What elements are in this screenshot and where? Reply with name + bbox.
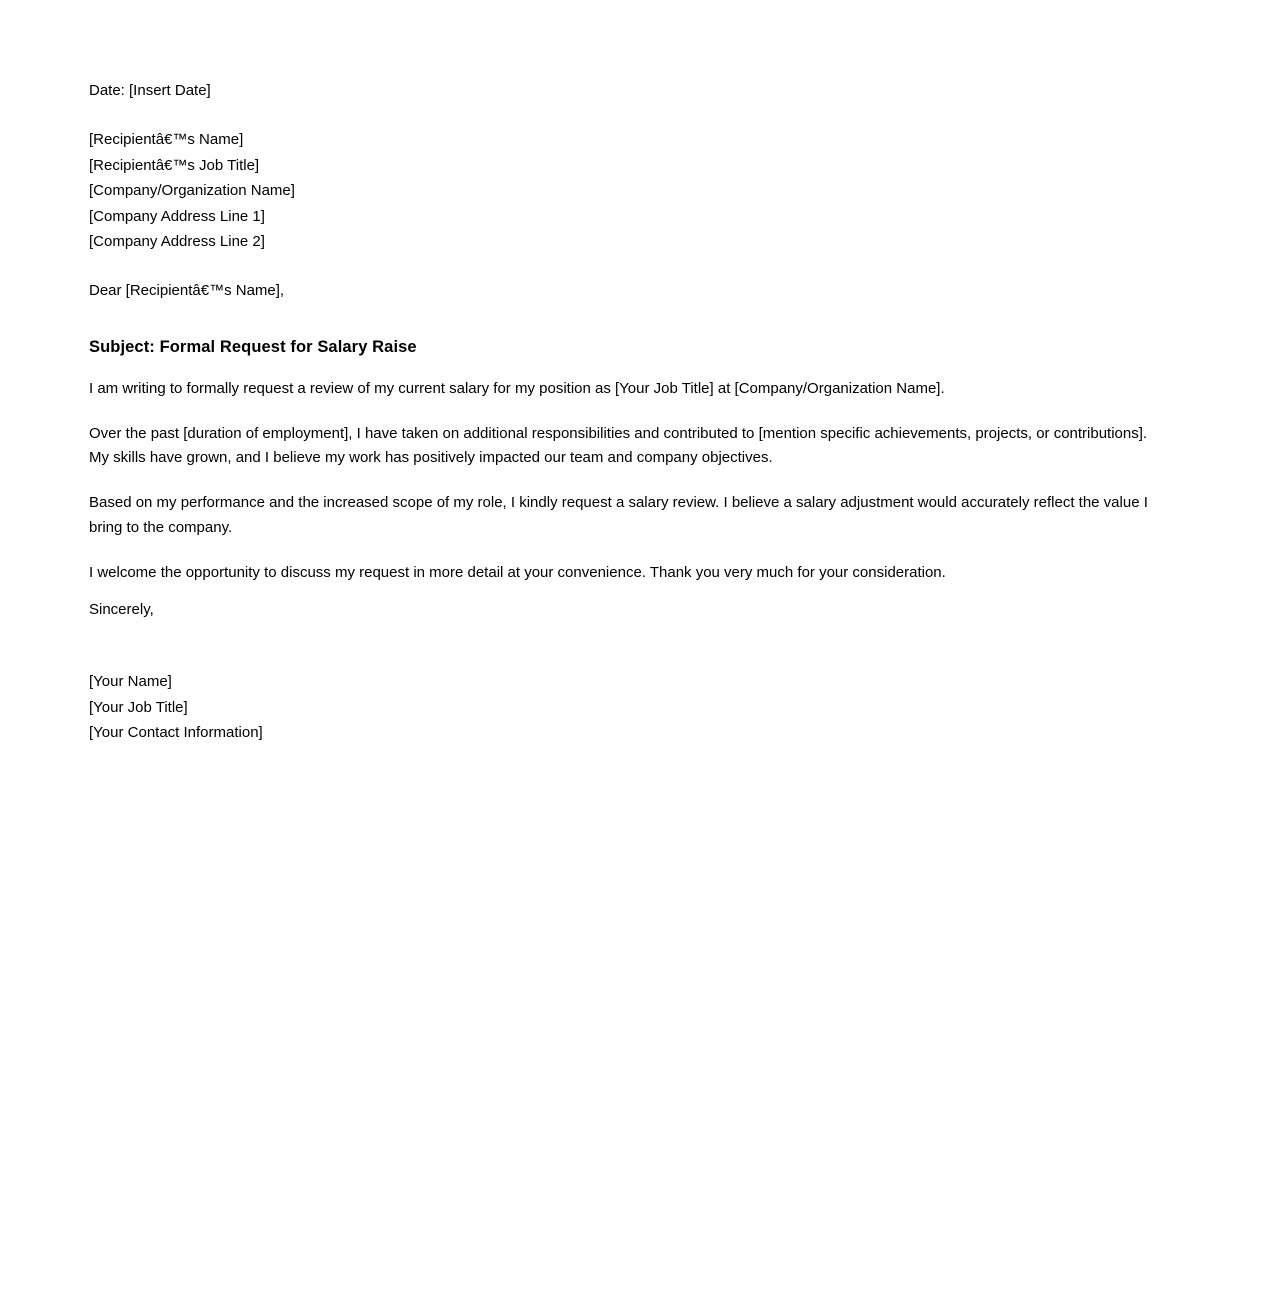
body-paragraph-4: I welcome the opportunity to discuss my request in more detail at your convenience. Thank you very much for your consideration. <box>89 563 946 581</box>
recipient-address-block <box>89 127 1169 254</box>
signature-space <box>89 622 1169 669</box>
body-paragraph-3: Based on my performance and the increased scope of my role, I kindly request a salary review. I believe a salary adjustment would accurately reflect the value I bring to the company. <box>89 494 1148 536</box>
company-address-line-1: [Company Address Line 1] <box>89 207 265 225</box>
date-line: Date: [Insert Date] <box>89 82 211 99</box>
subject-heading: Subject: Formal Request for Salary Raise <box>89 337 417 356</box>
recipient-job-title-line: [Recipientâ€™s Job Title] <box>89 156 260 174</box>
sender-contact-line: [Your Contact Information] <box>89 724 263 742</box>
closing-line: Sincerely, <box>89 601 154 619</box>
body-paragraph-1: I am writing to formally request a review of my current salary for my position as [Your Job Title] at [Company/Organization Name]. <box>89 379 945 397</box>
body-paragraph-2: Over the past [duration of employment], I have taken on additional responsibilities and contributed to [mention specific achievements, projects, or contributions]. My skills have grown, and I believe my work has positively impacted our team and company objectives. <box>89 425 1148 467</box>
letter-body <box>89 78 1169 746</box>
date-block <box>89 78 1169 103</box>
signature-block <box>89 669 1169 745</box>
company-address-line-2: [Company Address Line 2] <box>89 233 265 251</box>
salutation-block <box>89 278 1169 303</box>
closing-block <box>89 597 1169 622</box>
sender-name-line: [Your Name] <box>89 673 172 691</box>
recipient-name-line: [Recipientâ€™s Name] <box>89 131 244 149</box>
sender-job-title-line: [Your Job Title] <box>89 698 188 716</box>
salutation-line: Dear [Recipientâ€™s Name], <box>89 282 285 300</box>
company-name-line: [Company/Organization Name] <box>89 182 295 200</box>
